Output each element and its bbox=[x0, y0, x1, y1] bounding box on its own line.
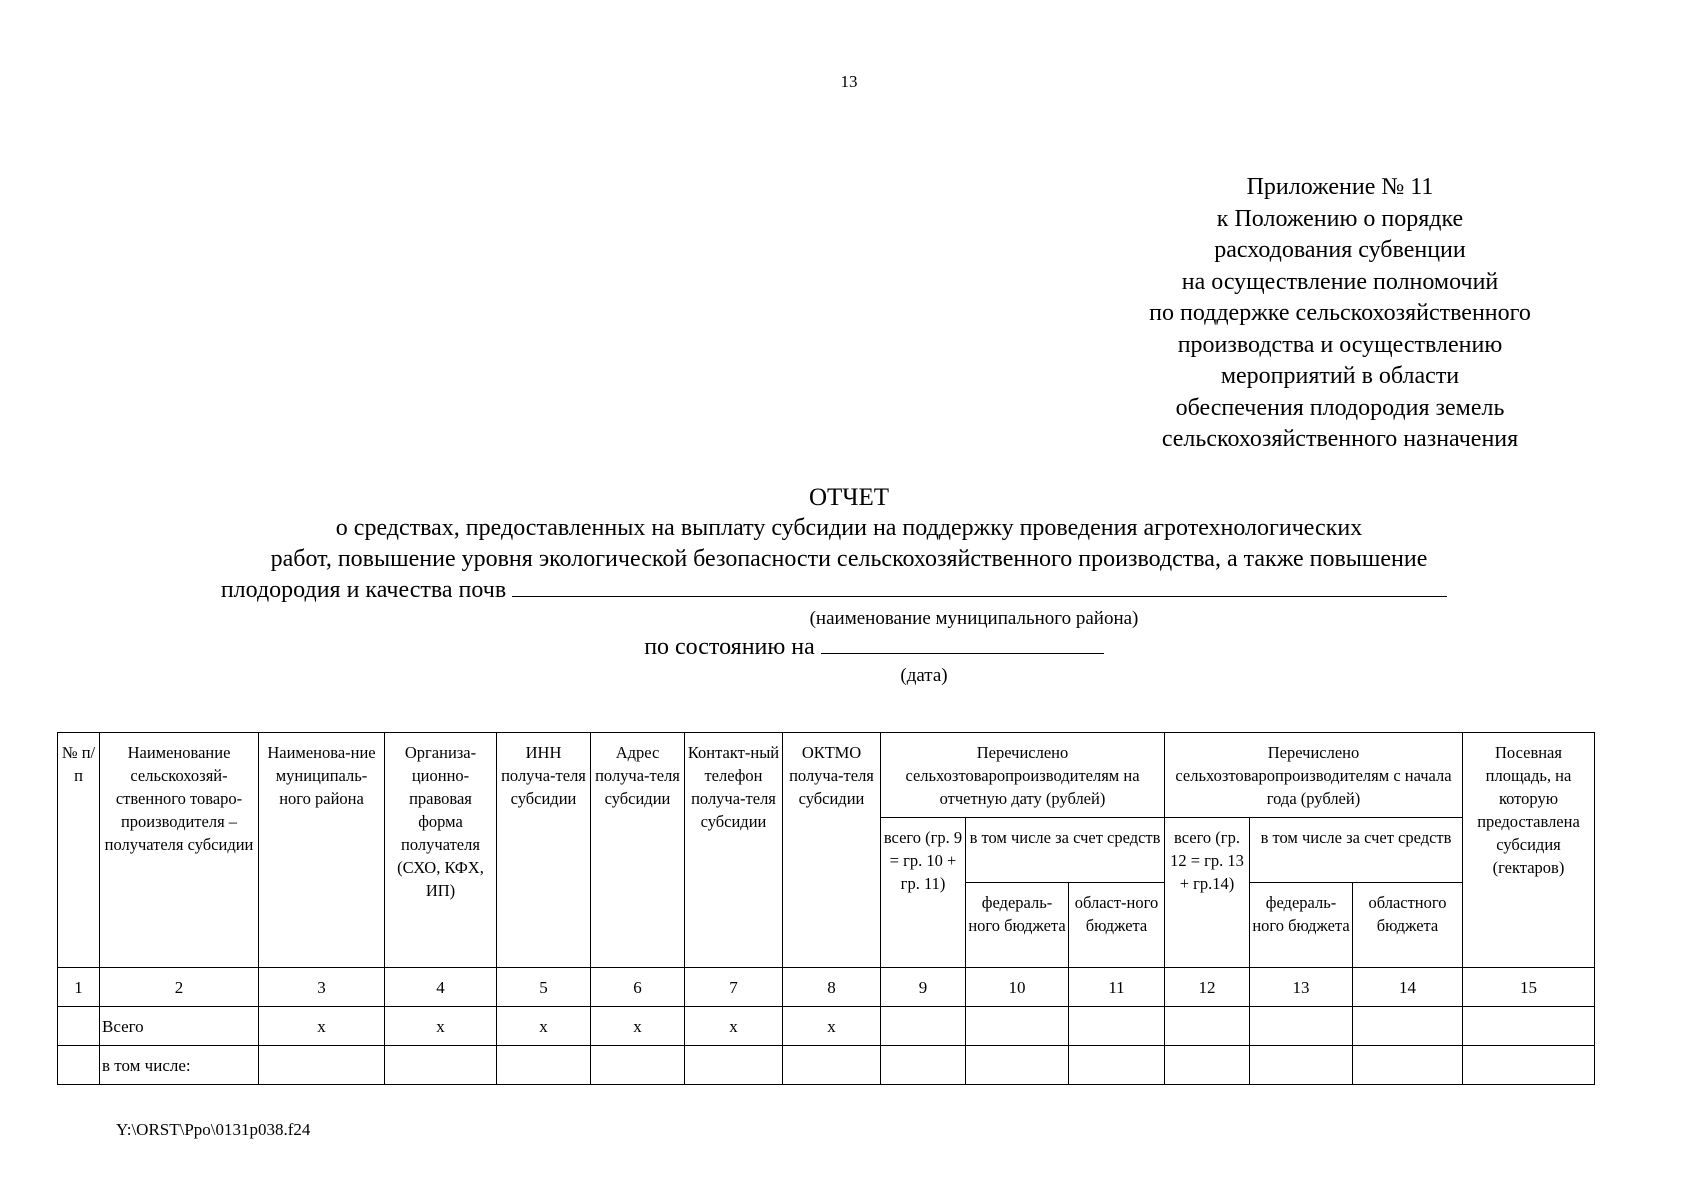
column-number: 10 bbox=[966, 968, 1069, 1007]
table-cell[interactable] bbox=[783, 1046, 881, 1085]
table-cell[interactable]: x bbox=[685, 1007, 783, 1046]
table-cell[interactable] bbox=[966, 1007, 1069, 1046]
header-sown-area: Посевная площадь, на которую предоставлена субсидия (гектаров) bbox=[1463, 733, 1595, 968]
table-cell[interactable] bbox=[881, 1007, 966, 1046]
appendix-line: к Положению о порядке bbox=[1216, 205, 1464, 232]
date-field[interactable] bbox=[821, 633, 1104, 654]
table-cell[interactable] bbox=[881, 1046, 966, 1085]
header-group-reporting-date: Перечислено сельхозтоваропроизводителям на отчетную дату (рублей) bbox=[881, 733, 1165, 818]
report-subtitle-line: плодородия и качества почв bbox=[220, 577, 507, 603]
column-number: 3 bbox=[259, 968, 385, 1007]
header-legal-form: Организа-ционно-правовая форма получателя (СХО, КФХ, ИП) bbox=[385, 733, 497, 968]
appendix-block bbox=[1090, 172, 1590, 456]
column-number: 5 bbox=[497, 968, 591, 1007]
header-including-year: в том числе за счет средств bbox=[1250, 818, 1463, 883]
table-cell[interactable] bbox=[1165, 1007, 1250, 1046]
header-phone: Контакт-ный телефон получа-теля субсидии bbox=[685, 733, 783, 968]
table-cell[interactable] bbox=[685, 1046, 783, 1085]
column-number: 2 bbox=[100, 968, 259, 1007]
date-note: (дата) bbox=[900, 665, 948, 686]
table-cell[interactable] bbox=[1165, 1046, 1250, 1085]
column-number: 11 bbox=[1069, 968, 1165, 1007]
appendix-line: обеспечения плодородия земель bbox=[1175, 394, 1505, 421]
table-cell[interactable] bbox=[1353, 1046, 1463, 1085]
table-cell[interactable] bbox=[1069, 1046, 1165, 1085]
page-number: 13 bbox=[840, 72, 858, 91]
header-group-year-start: Перечислено сельхозтоваропроизводителям с начала года (рублей) bbox=[1165, 733, 1463, 818]
table-cell[interactable] bbox=[1250, 1046, 1353, 1085]
appendix-line: сельскохозяйственного назначения bbox=[1161, 426, 1519, 452]
header-regional-reporting: област-ного бюджета bbox=[1069, 883, 1165, 968]
table-cell[interactable] bbox=[497, 1046, 591, 1085]
header-oktmo: ОКТМО получа-теля субсидии bbox=[783, 733, 881, 968]
column-number: 12 bbox=[1165, 968, 1250, 1007]
table-row-including bbox=[58, 1046, 1595, 1085]
table-cell[interactable] bbox=[591, 1046, 685, 1085]
table-cell[interactable] bbox=[966, 1046, 1069, 1085]
column-number: 8 bbox=[783, 968, 881, 1007]
table-cell[interactable] bbox=[1353, 1007, 1463, 1046]
column-number: 13 bbox=[1250, 968, 1353, 1007]
table-cell[interactable] bbox=[58, 1046, 100, 1085]
header-federal-year: федераль-ного бюджета bbox=[1250, 883, 1353, 968]
header-including-reporting: в том числе за счет средств bbox=[966, 818, 1165, 883]
district-note: (наименование муниципального района) bbox=[809, 608, 1139, 629]
appendix-line: мероприятий в области bbox=[1220, 363, 1460, 389]
table-cell[interactable]: x bbox=[259, 1007, 385, 1046]
header-total-year: всего (гр. 12 = гр. 13 + гр.14) bbox=[1165, 818, 1250, 968]
table-row-total bbox=[58, 1007, 1595, 1046]
header-number: № п/п bbox=[58, 733, 100, 968]
column-number: 7 bbox=[685, 968, 783, 1007]
column-number: 1 bbox=[58, 968, 100, 1007]
as-of-label: по состоянию на bbox=[644, 634, 815, 660]
header-inn: ИНН получа-теля субсидии bbox=[497, 733, 591, 968]
row-label-total: Всего bbox=[100, 1007, 259, 1046]
column-number: 9 bbox=[881, 968, 966, 1007]
row-label-including: в том числе: bbox=[100, 1046, 259, 1085]
report-title-block bbox=[0, 482, 1698, 689]
header-district: Наименова-ние муниципаль-ного района bbox=[259, 733, 385, 968]
table-cell[interactable] bbox=[1250, 1007, 1353, 1046]
table-cell[interactable]: x bbox=[497, 1007, 591, 1046]
table-cell[interactable] bbox=[1069, 1007, 1165, 1046]
table-cell[interactable]: x bbox=[591, 1007, 685, 1046]
appendix-line: по поддержке сельскохозяйственного bbox=[1149, 300, 1531, 326]
header-producer-name: Наименование сельскохозяй-ственного товаро-производителя – получателя субсидии bbox=[100, 733, 259, 968]
file-path-footer: Y:\ORST\Ppo\0131p038.f24 bbox=[116, 1120, 311, 1139]
report-subtitle-line: о средствах, предоставленных на выплату субсидии на поддержку проведения агротехнологических bbox=[335, 515, 1363, 541]
appendix-line: производства и осуществлению bbox=[1177, 331, 1503, 358]
column-number: 6 bbox=[591, 968, 685, 1007]
report-table bbox=[57, 732, 1595, 1085]
table-cell[interactable]: x bbox=[783, 1007, 881, 1046]
table-cell[interactable] bbox=[259, 1046, 385, 1085]
header-total-reporting: всего (гр. 9 = гр. 10 + гр. 11) bbox=[881, 818, 966, 968]
table-cell[interactable]: x bbox=[385, 1007, 497, 1046]
column-number: 4 bbox=[385, 968, 497, 1007]
report-subtitle-line: работ, повышение уровня экологической безопасности сельскохозяйственного производства, а также повышение bbox=[270, 546, 1428, 572]
appendix-line: Приложение № 11 bbox=[1246, 174, 1434, 200]
header-regional-year: областного бюджета bbox=[1353, 883, 1463, 968]
table-cell[interactable] bbox=[58, 1007, 100, 1046]
appendix-line: расходования субвенции bbox=[1214, 237, 1466, 263]
table-cell[interactable] bbox=[1463, 1046, 1595, 1085]
table-cell[interactable] bbox=[1463, 1007, 1595, 1046]
column-number-row bbox=[58, 968, 1595, 1007]
header-address: Адрес получа-теля субсидии bbox=[591, 733, 685, 968]
header-federal-reporting: федераль-ного бюджета bbox=[966, 883, 1069, 968]
column-number: 14 bbox=[1353, 968, 1463, 1007]
column-number: 15 bbox=[1463, 968, 1595, 1007]
appendix-line: на осуществление полномочий bbox=[1181, 268, 1499, 295]
report-title: ОТЧЕТ bbox=[808, 484, 890, 511]
district-name-field[interactable] bbox=[512, 576, 1447, 597]
table-cell[interactable] bbox=[385, 1046, 497, 1085]
